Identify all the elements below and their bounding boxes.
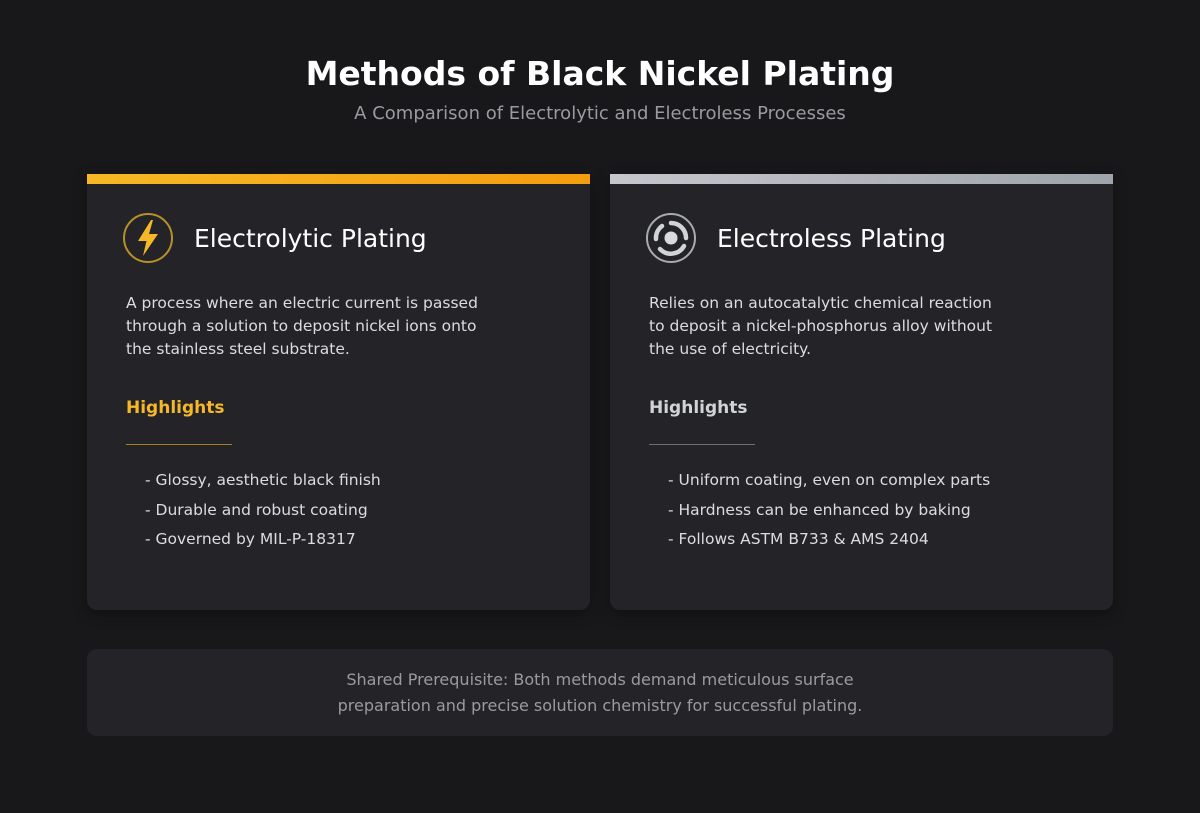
highlights-list [668,466,990,555]
page-header [0,52,1200,126]
highlights-heading: Highlights [649,398,748,418]
card-header [122,212,427,264]
list-item: - Hardness can be enhanced by baking [668,500,971,519]
card-accent-bar [87,174,590,184]
highlights-divider [126,444,232,445]
list-item: - Glossy, aesthetic black finish [145,471,381,489]
electroless-card [610,174,1113,610]
chemical-reaction-icon [645,212,697,264]
shared-prerequisite-panel [87,649,1113,736]
lightning-bolt-icon [122,212,174,264]
page-title: Methods of Black Nickel Plating [305,54,895,93]
list-item: - Durable and robust coating [145,500,368,519]
electrolytic-card [87,174,590,610]
list-item: - Governed by MIL-P-18317 [145,530,356,548]
highlights-divider [649,444,755,445]
card-description: A process where an electric current is passed through a solution to deposit nickel ions onto the stainless steel substrate. [126,294,478,358]
list-item: - Follows ASTM B733 & AMS 2404 [668,530,929,548]
card-title: Electrolytic Plating [194,223,427,253]
highlights-list [145,466,381,555]
card-header [645,212,946,264]
page-subtitle: A Comparison of Electrolytic and Electroless Processes [354,103,846,124]
footer-text: Shared Prerequisite: Both methods demand meticulous surface preparation and precise solution chemistry for successful plating. [337,669,863,715]
list-item: - Uniform coating, even on complex parts [668,471,991,489]
card-accent-bar [610,174,1113,184]
card-title: Electroless Plating [717,223,946,253]
card-description: Relies on an autocatalytic chemical reaction to deposit a nickel-phosphorus alloy without the use of electricity. [649,294,993,358]
highlights-heading: Highlights [126,398,225,418]
